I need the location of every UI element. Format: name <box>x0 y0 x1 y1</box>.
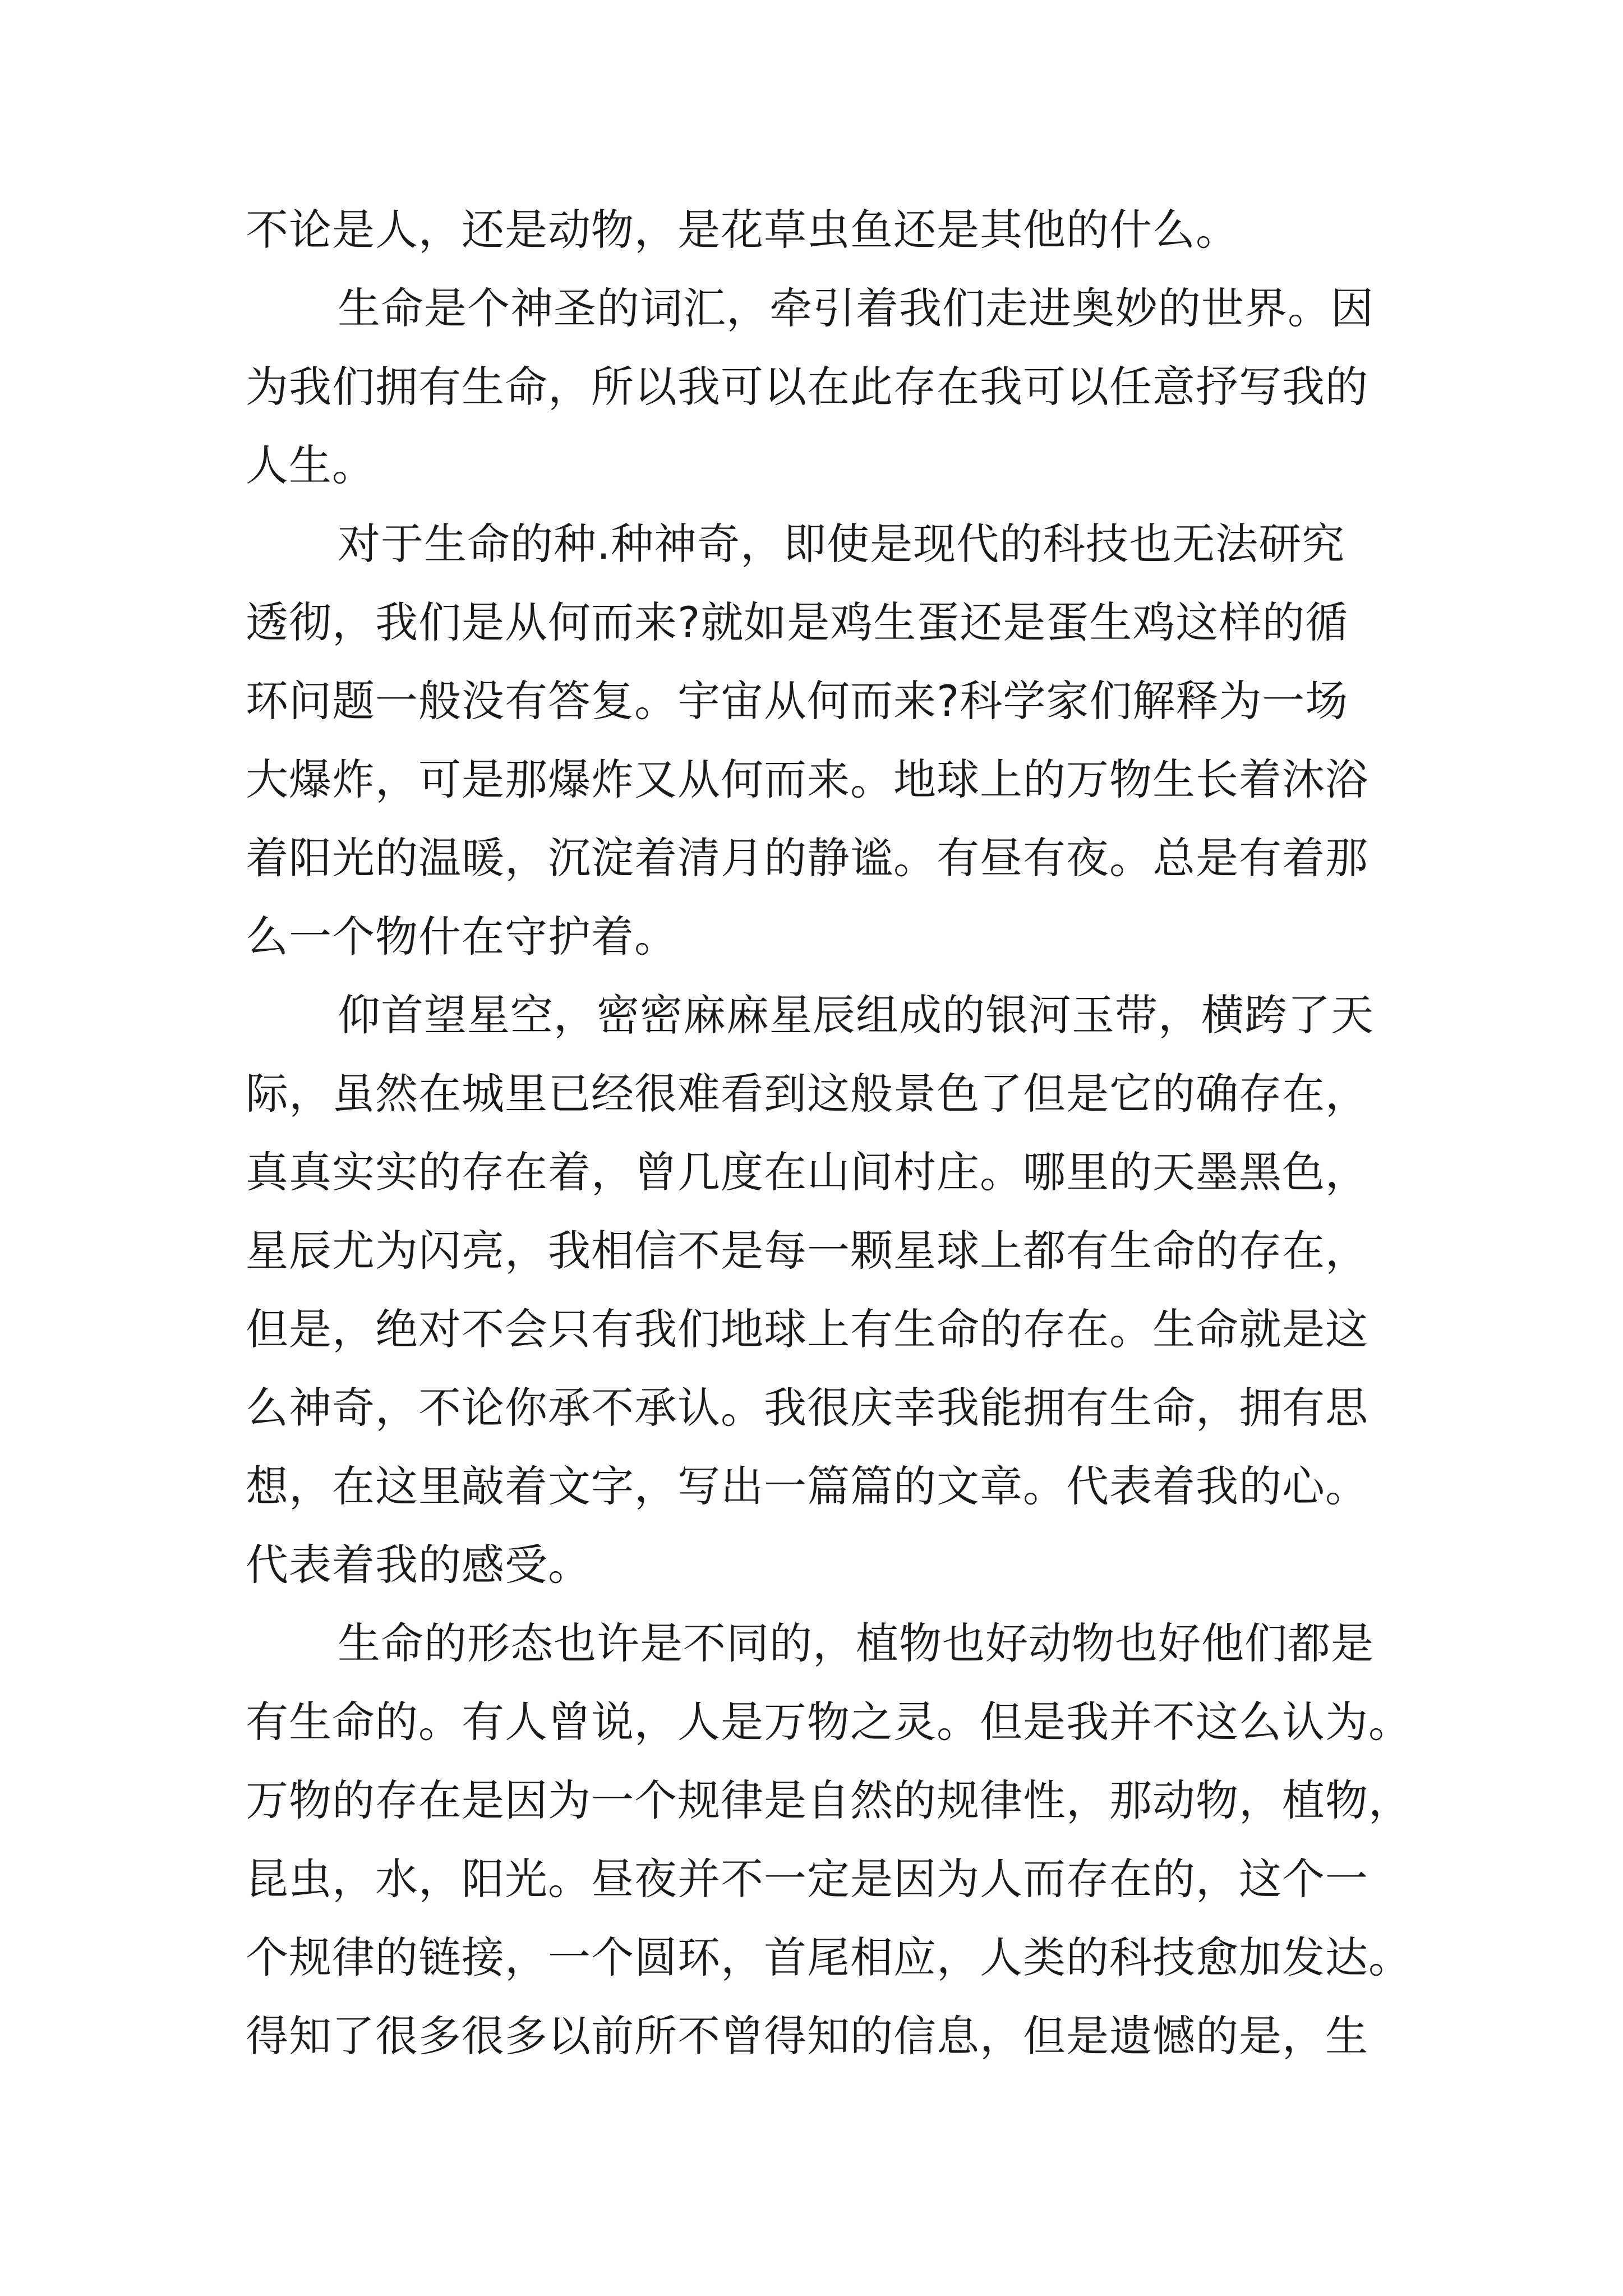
text-line: 么一个物什在守护着。 <box>246 912 677 961</box>
text-line: 大爆炸，可是那爆炸又从何而来。地球上的万物生长着沐浴 <box>246 754 1368 804</box>
text-line: 生命是个神圣的词汇，牵引着我们走进奥妙的世界。因 <box>338 283 1374 333</box>
text-line: 际，虽然在城里已经很难看到这般景色了但是它的确存在， <box>246 1069 1368 1119</box>
text-line: 代表着我的感受。 <box>246 1540 591 1590</box>
text-line: 但是，绝对不会只有我们地球上有生命的存在。生命就是这 <box>246 1304 1368 1354</box>
text-line: 万物的存在是因为一个规律是自然的规律性，那动物，植物， <box>246 1775 1412 1825</box>
text-line: 真真实实的存在着，曾几度在山间村庄。哪里的天墨黑色， <box>246 1147 1368 1197</box>
text-line: 为我们拥有生命，所以我可以在此存在我可以任意抒写我的 <box>246 362 1368 412</box>
text-line: 生命的形态也许是不同的，植物也好动物也好他们都是 <box>338 1618 1374 1668</box>
text-line: 么神奇，不论你承不承认。我很庆幸我能拥有生命，拥有思 <box>246 1383 1368 1433</box>
text-line: 想，在这里敲着文字，写出一篇篇的文章。代表着我的心。 <box>246 1461 1368 1511</box>
text-line: 对于生命的种.种神奇，即使是现代的科技也无法研究 <box>338 519 1345 569</box>
text-line: 环问题一般没有答复。宇宙从何而来?科学家们解释为一场 <box>246 676 1349 726</box>
text-line: 个规律的链接，一个圆环，首尾相应，人类的科技愈加发达。 <box>246 1932 1412 1982</box>
text-line: 得知了很多很多以前所不曾得知的信息，但是遗憾的是，生 <box>246 2011 1368 2061</box>
text-line: 透彻，我们是从何而来?就如是鸡生蛋还是蛋生鸡这样的循 <box>246 597 1349 647</box>
text-line: 不论是人，还是动物，是花草虫鱼还是其他的什么。 <box>246 205 1239 255</box>
text-line: 星辰尤为闪亮，我相信不是每一颗星球上都有生命的存在， <box>246 1226 1368 1276</box>
body-text <box>246 0 1412 2296</box>
text-line: 有生命的。有人曾说，人是万物之灵。但是我并不这么认为。 <box>246 1697 1412 1747</box>
text-line: 着阳光的温暖，沉淀着清月的静谧。有昼有夜。总是有着那 <box>246 833 1368 883</box>
text-line: 人生。 <box>246 440 375 490</box>
text-line: 昆虫，水，阳光。昼夜并不一定是因为人而存在的，这个一 <box>246 1854 1368 1904</box>
text-line: 仰首望星空，密密麻麻星辰组成的银河玉带，横跨了天 <box>338 990 1374 1040</box>
